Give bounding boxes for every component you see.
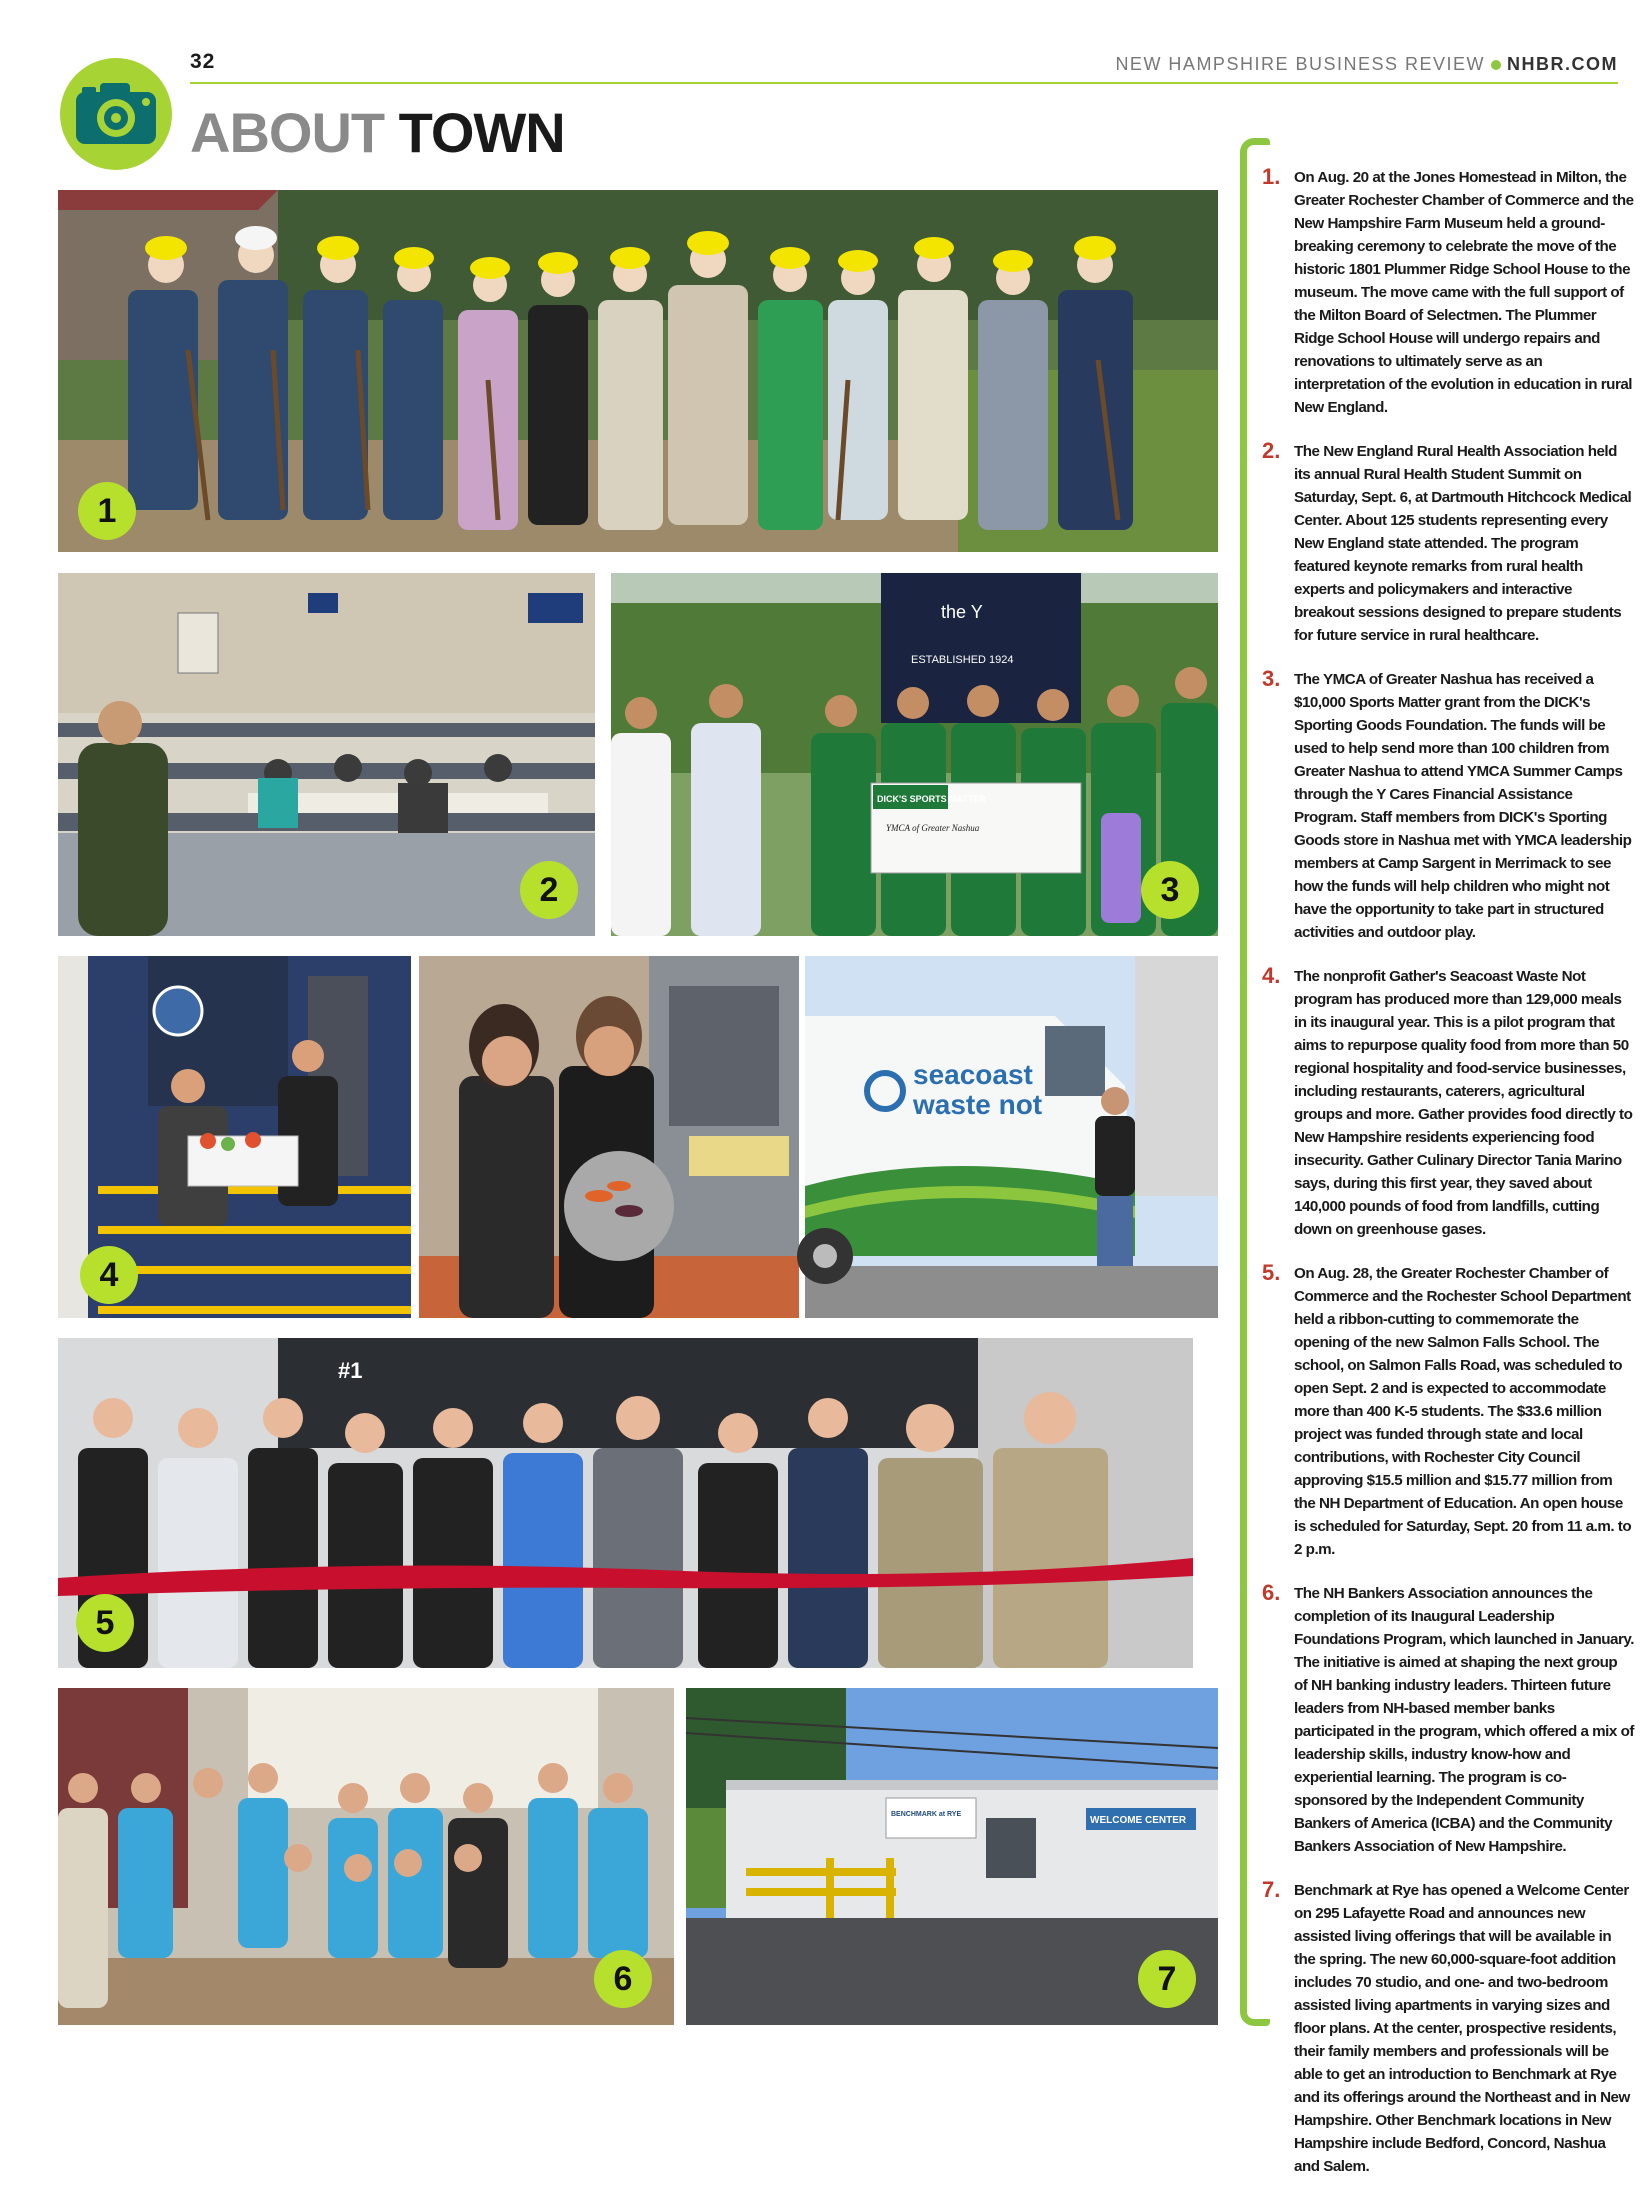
caption-text: On Aug. 28, the Greater Rochester Chamber of Commerce and the Rochester School Department held a ribbon-cutting to commemorate the opening of the new Salmon Falls School. The school, on Salmon Falls Road, was scheduled to open Sept. 2 and is expected to accommodate more than 400 K-5 students. The $33.6 million project was funded through state and local contributions, with Rochester City Council approving $15.5 million and $15.77 million from the NH Department of Education. An open house is scheduled for Saturday, Sept. 20 from 11 a.m. to 2 p.m. bbox=[1294, 1265, 1632, 1558]
photo-4-number: 4 bbox=[80, 1246, 138, 1304]
caption-number: 7. bbox=[1262, 1877, 1281, 1902]
ymca-sign-text: the Y bbox=[941, 602, 983, 622]
section-icon-badge bbox=[60, 58, 172, 170]
van-logo-line1: seacoast bbox=[913, 1059, 1033, 1090]
photo-5-number: 5 bbox=[76, 1594, 134, 1652]
captions-list bbox=[1262, 166, 1634, 2199]
photo-4-kitchen bbox=[419, 956, 799, 1318]
caption-item-5 bbox=[1262, 1262, 1634, 1561]
publication-name: NEW HAMPSHIRE BUSINESS REVIEW bbox=[1115, 54, 1485, 74]
caption-text: The nonprofit Gather's Seacoast Waste Not program has produced more than 129,000 meals in its inaugural year. This is a pilot program that aims to repurpose quality food from more than 50 regional hospitality and food-service businesses, including restaurants, caterers, agricultural groups and more. Gather provides food directly to New Hampshire residents experiencing food insecurity. Gather Culinary Director Tania Marino says, during this first year, they saved about 140,000 pounds of food from landfills, cutting down on greenhouse gases. bbox=[1294, 968, 1633, 1238]
photo-3-number: 3 bbox=[1141, 861, 1199, 919]
check-brand: DICK'S SPORTS MATTER bbox=[877, 794, 986, 804]
photo-6-number: 6 bbox=[594, 1950, 652, 2008]
caption-text: The YMCA of Greater Nashua has received a $10,000 Sports Matter grant from the DICK's Sporting Goods Foundation. The funds will be used to help send more than 100 children from Greater Nashua to attend YMCA Summer Camps through the Y Cares Financial Assistance Program. Staff members from DICK's Sporting Goods store in Nashua met with YMCA leadership members at Camp Sargent in Merrimack to see how the funds will help children who might not have the opportunity to take part in structured activities and outdoor play. bbox=[1294, 671, 1632, 941]
publication-line bbox=[1115, 54, 1618, 75]
caption-text: The New England Rural Health Association held its annual Rural Health Student Summit on Saturday, Sept. 6, at Dartmouth Hitchcock Medical Center. About 125 students representing every New England state attended. The program featured keynote remarks from rural health experts and policymakers and interactive breakout sessions designed to prepare students for future service in rural healthcare. bbox=[1294, 443, 1632, 644]
photo-6-bankers-group bbox=[58, 1688, 674, 2025]
caption-number: 5. bbox=[1262, 1260, 1281, 1285]
caption-item-6 bbox=[1262, 1582, 1634, 1858]
caption-item-3 bbox=[1262, 668, 1634, 944]
caption-item-1 bbox=[1262, 166, 1634, 419]
photo-5-ribbon-cutting bbox=[58, 1338, 1193, 1668]
page-title bbox=[190, 100, 565, 165]
photo-3-ymca-check bbox=[611, 573, 1218, 936]
caption-number: 4. bbox=[1262, 963, 1281, 988]
ymca-sign-sub: ESTABLISHED 1924 bbox=[911, 654, 1014, 666]
caption-number: 2. bbox=[1262, 438, 1281, 463]
caption-number: 1. bbox=[1262, 164, 1281, 189]
caption-text: On Aug. 20 at the Jones Homestead in Milton, the Greater Rochester Chamber of Commerce and the New Hampshire Farm Museum held a ground-breaking ceremony to celebrate the move of the historic 1801 Plummer Ridge School House to the museum. The move came with the full support of the Milton Board of Selectmen. The Plummer Ridge School House will undergo repairs and renovations to ultimately serve as an interpretation of the evolution in education in rural New England. bbox=[1294, 169, 1634, 416]
caption-number: 6. bbox=[1262, 1580, 1281, 1605]
caption-number: 3. bbox=[1262, 666, 1281, 691]
caption-text: The NH Bankers Association announces the completion of its Inaugural Leadership Foundations Program, which launched in January. The initiative is aimed at shaping the next group of NH banking industry leaders. Thirteen future leaders from NH-based member banks participated in the program, which offered a mix of leadership skills, industry know-how and experiential learning. The program is co-sponsored by the Independent Community Bankers of America (ICBA) and the Community Bankers Association of New Hampshire. bbox=[1294, 1585, 1634, 1855]
photo-7-welcome-center bbox=[686, 1688, 1218, 2025]
text-column-bracket bbox=[1240, 138, 1262, 2026]
title-part-1: ABOUT bbox=[190, 101, 385, 164]
photo-7-number: 7 bbox=[1138, 1950, 1196, 2008]
door-label: #1 bbox=[338, 1358, 363, 1383]
photo-1-groundbreaking bbox=[58, 190, 1218, 552]
van-logo-line2: waste not bbox=[913, 1089, 1043, 1120]
caption-item-7 bbox=[1262, 1879, 1634, 2178]
photo-1-number: 1 bbox=[78, 482, 136, 540]
title-part-2: TOWN bbox=[398, 101, 565, 164]
caption-item-2 bbox=[1262, 440, 1634, 647]
welcome-center-sign: WELCOME CENTER bbox=[1090, 1815, 1187, 1826]
page-number: 32 bbox=[190, 50, 216, 73]
bullet-dot-icon bbox=[1491, 60, 1501, 70]
camera-icon bbox=[72, 80, 160, 146]
photo-2-number: 2 bbox=[520, 861, 578, 919]
photo-2-summit bbox=[58, 573, 595, 936]
website-link[interactable]: NHBR.COM bbox=[1507, 54, 1618, 74]
photo-4-van bbox=[805, 956, 1218, 1318]
caption-text: Benchmark at Rye has opened a Welcome Center on 295 Lafayette Road and announces new assisted living offerings that will be available in the spring. The new 60,000-square-foot addition includes 70 studio, and one- and two-bedroom assisted living apartments in varying sizes and floor plans. At the center, prospective residents, their family members and professionals will be able to get an introduction to Benchmark at Rye and its offerings around the Northeast and in New Hampshire. Other Benchmark locations in New Hampshire include Bedford, Concord, Nashua and Salem. bbox=[1294, 1882, 1630, 2175]
photo-4-produce-delivery bbox=[58, 956, 411, 1318]
caption-item-4 bbox=[1262, 965, 1634, 1241]
check-payee: YMCA of Greater Nashua bbox=[886, 823, 980, 833]
benchmark-sign: BENCHMARK at RYE bbox=[891, 1811, 962, 1818]
header-rule bbox=[190, 82, 1618, 84]
